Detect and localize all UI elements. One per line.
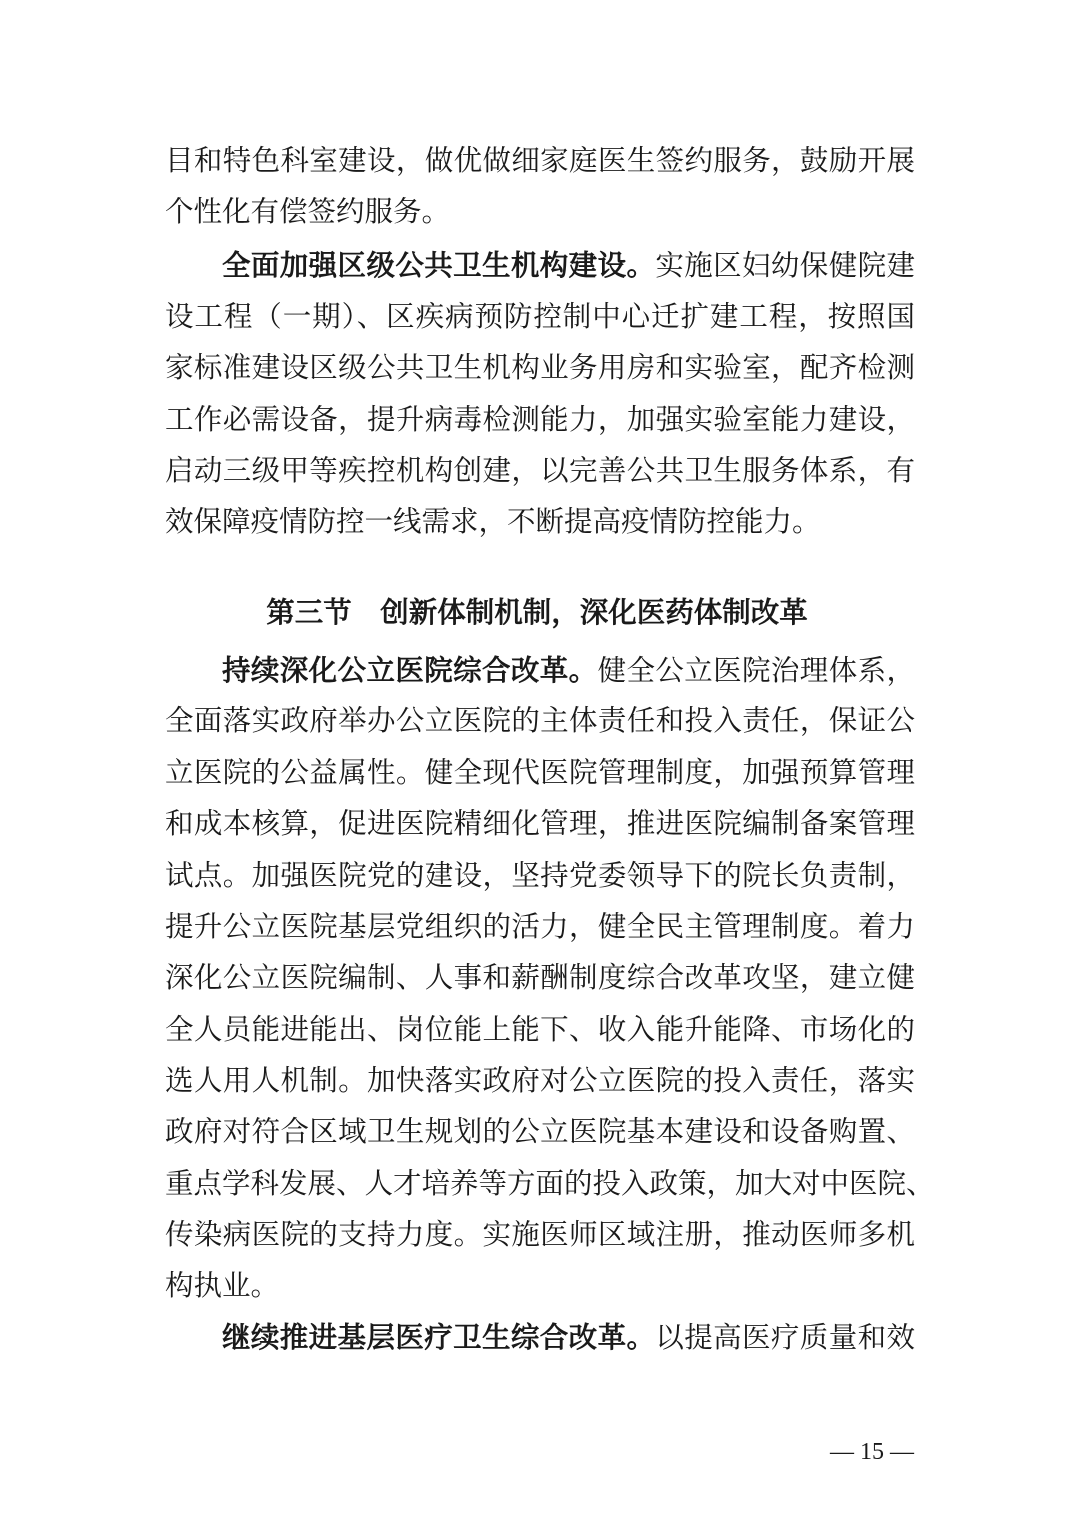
body-text-line: 效保障疫情防控一线需求，不断提高疫情防控能力。 <box>165 505 821 538</box>
body-text-line: 试点。加强医院党的建设，坚持党委领导下的院长负责制， <box>165 859 915 892</box>
body-text-line: 提升公立医院基层党组织的活力，健全民主管理制度。着力 <box>165 910 915 943</box>
paragraph-lead-text: 健全公立医院治理体系， <box>597 654 915 687</box>
paragraph-lead-line <box>222 650 915 690</box>
body-text-line: 选人用人机制。加快落实政府对公立医院的投入责任，落实 <box>165 1064 915 1097</box>
body-text-line: 设工程（一期）、区疾病预防控制中心迁扩建工程，按照国 <box>165 300 915 333</box>
paragraph-bold-lead: 继续推进基层医疗卫生综合改革。 <box>222 1320 656 1354</box>
paragraph-bold-lead: 持续深化公立医院综合改革。 <box>222 653 598 687</box>
body-text-line: 政府对符合区域卫生规划的公立医院基本建设和设备购置、 <box>165 1115 915 1148</box>
body-text-line: 个性化有偿签约服务。 <box>165 195 451 228</box>
body-text-line: 启动三级甲等疾控机构创建，以完善公共卫生服务体系，有 <box>165 454 915 487</box>
body-text-line: 构执业。 <box>165 1269 280 1302</box>
paragraph-lead-text: 以提高医疗质量和效 <box>655 1321 915 1354</box>
body-text-line: 家标准建设区级公共卫生机构业务用房和实验室，配齐检测 <box>165 351 915 384</box>
paragraph-lead-text: 实施区妇幼保健院建 <box>655 249 915 282</box>
body-text-line: 和成本核算，促进医院精细化管理，推进医院编制备案管理 <box>165 807 915 840</box>
section-heading: 第三节 创新体制机制，深化医药体制改革 <box>266 595 808 629</box>
paragraph-bold-lead: 全面加强区级公共卫生机构建设。 <box>222 248 656 282</box>
body-text-line: 重点学科发展、人才培养等方面的投入政策，加大对中医院、 <box>165 1167 935 1200</box>
body-text-line: 立医院的公益属性。健全现代医院管理制度，加强预算管理 <box>165 756 915 789</box>
body-text-line: 全面落实政府举办公立医院的主体责任和投入责任，保证公 <box>165 704 915 737</box>
body-text-line: 全人员能进能出、岗位能上能下、收入能升能降、市场化的 <box>165 1013 915 1046</box>
page-number: — 15 — <box>830 1439 914 1465</box>
body-text-line: 深化公立医院编制、人事和薪酬制度综合改革攻坚，建立健 <box>165 961 915 994</box>
body-text-line: 工作必需设备，提升病毒检测能力，加强实验室能力建设， <box>165 403 915 436</box>
body-text-line: 传染病医院的支持力度。实施医师区域注册，推动医师多机 <box>165 1218 915 1251</box>
paragraph-lead-line <box>222 1317 915 1357</box>
paragraph-lead-line <box>222 245 915 285</box>
body-text-line: 目和特色科室建设，做优做细家庭医生签约服务，鼓励开展 <box>165 144 915 177</box>
